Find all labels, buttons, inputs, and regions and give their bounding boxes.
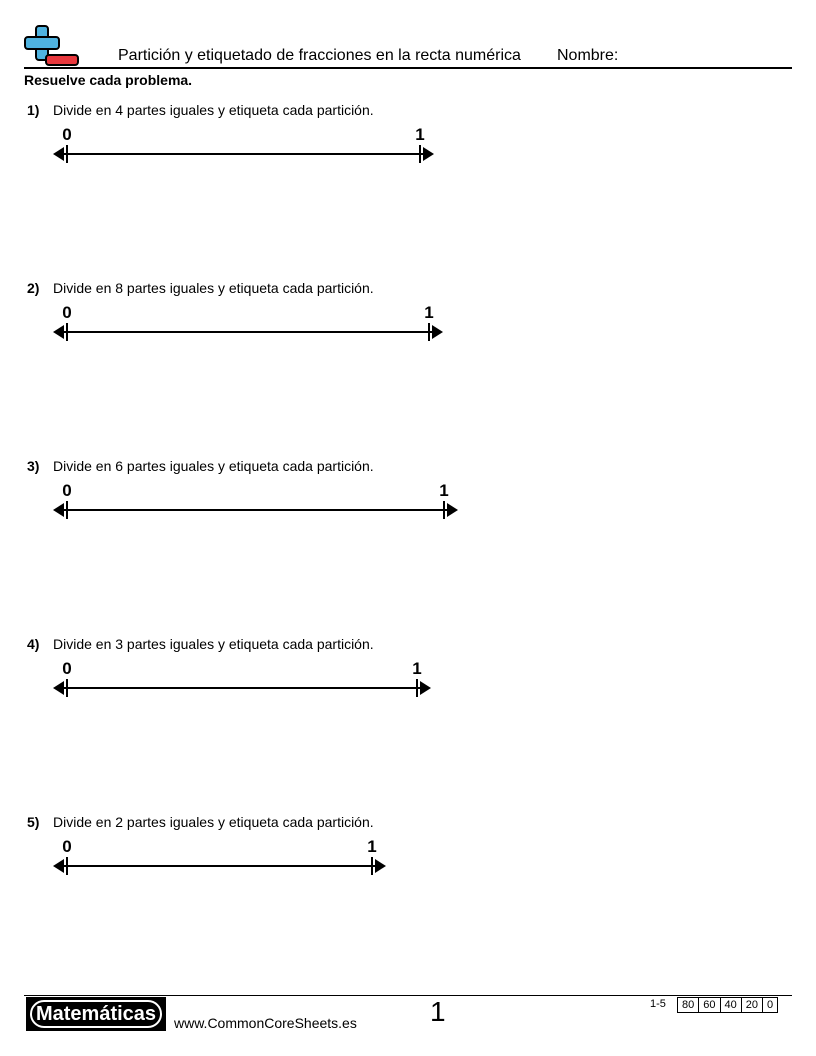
problem-5: [0, 814, 816, 992]
end-label: 1: [439, 481, 449, 500]
number-line[interactable]: [0, 458, 816, 538]
problem-text: Divide en 3 partes iguales y etiqueta cada partición.: [53, 636, 374, 652]
problem-1: [0, 102, 816, 280]
start-label: 0: [62, 125, 72, 144]
problem-number: 3): [27, 458, 40, 474]
end-label: 1: [424, 303, 434, 322]
worksheet-title: Partición y etiquetado de fracciones en la recta numérica: [118, 47, 521, 64]
problem-number: 2): [27, 280, 40, 296]
problem-4: [0, 636, 816, 814]
start-label: 0: [62, 481, 72, 500]
start-label: 0: [62, 659, 72, 678]
start-label: 0: [62, 837, 72, 856]
score-table: [677, 997, 778, 1013]
footer-divider: [24, 995, 792, 996]
right-arrow-icon: [432, 325, 443, 339]
score-cell: 40: [720, 998, 741, 1013]
start-label: 0: [62, 303, 72, 322]
problem-text: Divide en 2 partes iguales y etiqueta cada partición.: [53, 814, 374, 830]
brand-badge: [26, 997, 166, 1031]
problem-text: Divide en 6 partes iguales y etiqueta cada partición.: [53, 458, 374, 474]
number-line[interactable]: [0, 814, 816, 894]
score-cell: 20: [741, 998, 762, 1013]
number-line[interactable]: [0, 636, 816, 716]
left-arrow-icon: [53, 503, 64, 517]
end-label: 1: [367, 837, 377, 856]
score-range: 1-5: [650, 998, 666, 1010]
end-label: 1: [412, 659, 422, 678]
score-cell: 60: [699, 998, 720, 1013]
problem-number: 1): [27, 102, 40, 118]
problem-number: 4): [27, 636, 40, 652]
header-divider: [24, 67, 792, 69]
left-arrow-icon: [53, 681, 64, 695]
right-arrow-icon: [423, 147, 434, 161]
right-arrow-icon: [375, 859, 386, 873]
right-arrow-icon: [447, 503, 458, 517]
problem-text: Divide en 8 partes iguales y etiqueta cada partición.: [53, 280, 374, 296]
instructions: Resuelve cada problema.: [24, 72, 193, 88]
plus-minus-logo-icon: [24, 24, 80, 68]
name-label: Nombre:: [557, 47, 619, 64]
score-cell: 0: [763, 998, 778, 1013]
score-cell: 80: [678, 998, 699, 1013]
website-link[interactable]: www.CommonCoreSheets.es: [174, 1015, 357, 1031]
number-line[interactable]: [0, 280, 816, 360]
number-line[interactable]: [0, 102, 816, 182]
left-arrow-icon: [53, 147, 64, 161]
page-number: 1: [430, 996, 446, 1027]
brand-label: Matemáticas: [30, 1000, 162, 1028]
problem-2: [0, 280, 816, 458]
right-arrow-icon: [420, 681, 431, 695]
problem-number: 5): [27, 814, 40, 830]
left-arrow-icon: [53, 325, 64, 339]
left-arrow-icon: [53, 859, 64, 873]
end-label: 1: [415, 125, 425, 144]
problem-text: Divide en 4 partes iguales y etiqueta cada partición.: [53, 102, 374, 118]
problem-3: [0, 458, 816, 636]
